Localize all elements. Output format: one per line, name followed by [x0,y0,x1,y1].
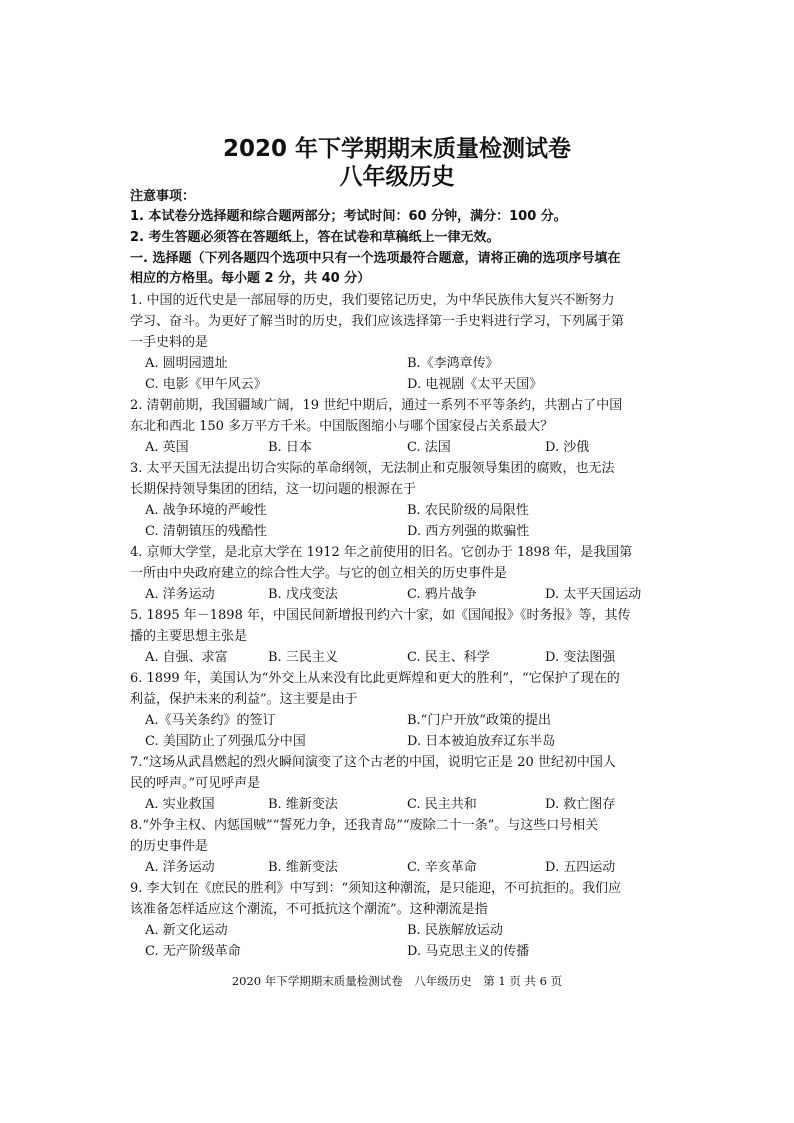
question-4-line-1: 4. 京师大学堂，是北京大学在 1912 年之前使用的旧名。它创办于 1898 年，是我国第 [130,545,633,560]
question-1-option-d: D. 电视剧《太平天国》 [407,377,543,392]
question-8-option-b: B. 维新变法 [268,860,338,875]
question-3-option-b: B. 农民阶级的局限性 [407,503,529,518]
question-5-line-2: 播的主要思想主张是 [130,629,248,644]
question-3-option-d: D. 西方列强的欺骗性 [407,524,530,539]
question-2-line-1: 2. 清朝前期，我国疆域广阔，19 世纪中期后，通过一系列不平等条约，共割占了中国 [130,398,623,413]
question-9-option-b: B. 民族解放运动 [407,923,503,938]
question-2-line-2: 东北和西北 150 多万平方千米。中国版图缩小与哪个国家侵占关系最大？ [130,419,554,434]
question-7-option-d: D. 救亡图存 [545,797,616,812]
question-7-line-1: 7.“这场从武昌燃起的烈火瞬间演变了这个古老的中国，说明它正是 20 世纪初中国人 [130,755,616,770]
question-5-option-b: B. 三民主义 [268,650,338,665]
question-5-option-c: C. 民主、科学 [407,650,490,665]
question-3-option-c: C. 清朝镇压的残酷性 [145,524,267,539]
question-7-option-c: C. 民主共和 [407,797,477,812]
exam-title: 2020 年下学期期末质量检测试卷 [222,136,572,162]
question-6-line-2: 利益，保护未来的利益”。这主要是由于 [130,692,358,707]
question-6-option-b: B.“门户开放”政策的提出 [407,713,551,728]
question-6-option-a: A.《马关条约》的签订 [145,713,276,728]
question-8-option-d: D. 五四运动 [545,860,616,875]
question-1-line-3: 一手史料的是 [130,335,209,350]
page-footer: 2020 年下学期期末质量检测试卷 八年级历史 第 1 页 共 6 页 [231,974,563,988]
question-3-line-2: 长期保持领导集团的团结，这一切问题的根源在于 [130,482,417,497]
question-9-line-2: 该准备怎样适应这个潮流，不可抵抗这个潮流”。这种潮流是指 [130,902,488,917]
exam-subject: 八年级历史 [339,164,455,190]
question-3-option-a: A. 战争环境的严峻性 [145,503,267,518]
question-9-option-c: C. 无产阶级革命 [145,944,241,959]
question-6-option-c: C. 美国防止了列强瓜分中国 [145,734,306,749]
question-2-option-d: D. 沙俄 [545,440,590,455]
question-6-line-1: 6. 1899 年，美国认为“外交上从来没有比此更辉煌和更大的胜利”，“它保护了现在的 [130,671,620,686]
question-8-line-2: 的历史事件是 [130,839,209,854]
question-8-line-1: 8.“外争主权、内惩国贼”“誓死力争，还我青岛”“废除二十一条”。与这些口号相关 [130,818,599,833]
question-1-line-1: 1. 中国的近代史是一部屈辱的历史，我们要铭记历史，为中华民族伟大复兴不断努力 [130,293,615,308]
question-6-option-d: D. 日本被迫放弃辽东半岛 [407,734,556,749]
question-1-option-a: A. 圆明园遗址 [145,356,228,371]
question-5-option-a: A. 自强、求富 [145,650,228,665]
question-4-option-c: C. 鸦片战争 [407,587,477,602]
question-1-option-c: C. 电影《甲午风云》 [145,377,267,392]
question-9-line-1: 9. 李大钊在《庶民的胜利》中写到：“须知这种潮流，是只能迎，不可抗拒的。我们应 [130,881,622,896]
notice-item-1: 1. 本试卷分选择题和综合题两部分；考试时间：60 分钟，满分：100 分。 [130,209,567,224]
question-5-line-1: 5. 1895 年－1898 年，中国民间新增报刊约六十家，如《国闻报》《时务报》等，其传 [130,608,631,623]
question-9-option-d: D. 马克思主义的传播 [407,944,530,959]
notice-heading: 注意事项： [130,189,196,204]
question-9-option-a: A. 新文化运动 [145,923,228,938]
question-4-option-d: D. 太平天国运动 [545,587,642,602]
question-3-line-1: 3. 太平天国无法提出切合实际的革命纲领，无法制止和克服领导集团的腐败，也无法 [130,461,615,476]
question-4-option-b: B. 戊戌变法 [268,587,338,602]
question-8-option-c: C. 辛亥革命 [407,860,477,875]
question-1-line-2: 学习、奋斗。为更好了解当时的历史，我们应该选择第一手史料进行学习，下列属于第 [130,314,625,329]
question-2-option-b: B. 日本 [268,440,312,455]
question-7-option-a: A. 实业救国 [145,797,215,812]
question-7-option-b: B. 维新变法 [268,797,338,812]
question-1-option-b: B.《李鸿章传》 [407,356,499,371]
question-8-option-a: A. 洋务运动 [145,860,215,875]
question-4-option-a: A. 洋务运动 [145,587,215,602]
question-7-line-2: 民的呼声。”可见呼声是 [130,776,261,791]
notice-item-2: 2. 考生答题必须答在答题纸上，答在试卷和草稿纸上一律无效。 [130,230,500,245]
section-heading-line-2: 相应的方格里。每小题 2 分，共 40 分） [130,271,371,286]
question-4-line-2: 一所由中央政府建立的综合性大学。与它的创立相关的历史事件是 [130,566,508,581]
question-5-option-d: D. 变法图强 [545,650,616,665]
section-heading-line-1: 一. 选择题（下列各题四个选项中只有一个选项最符合题意，请将正确的选项序号填在 [130,251,621,266]
question-2-option-a: A. 英国 [145,440,189,455]
question-2-option-c: C. 法国 [407,440,451,455]
